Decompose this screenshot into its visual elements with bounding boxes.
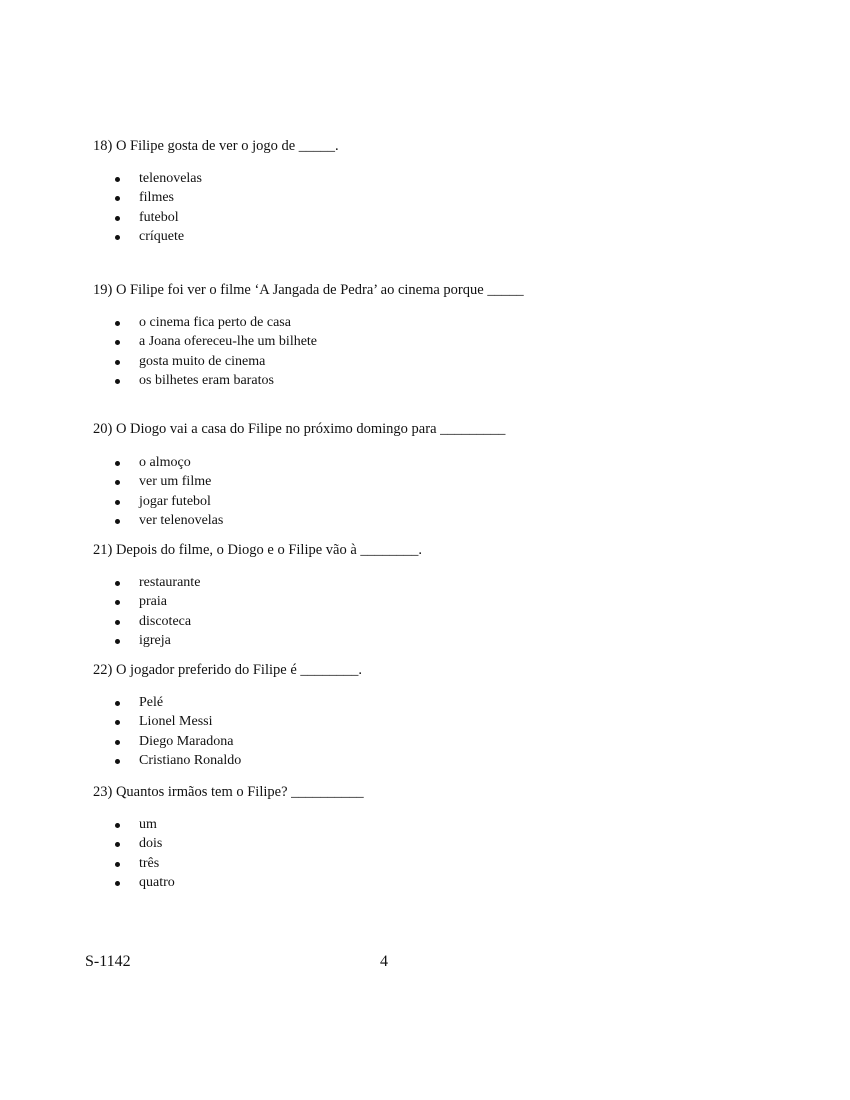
question-text: 18) O Filipe gosta de ver o jogo de _____. bbox=[93, 138, 339, 154]
option-item: a Joana ofereceu-lhe um bilhete bbox=[93, 332, 793, 351]
option-item: quatro bbox=[93, 873, 793, 892]
bullet-icon bbox=[115, 881, 120, 886]
option-item: gosta muito de cinema bbox=[93, 352, 793, 371]
bullet-icon bbox=[115, 600, 120, 605]
option-list bbox=[93, 313, 793, 391]
bullet-icon bbox=[115, 740, 120, 745]
option-item: igreja bbox=[93, 631, 793, 650]
bullet-icon bbox=[115, 321, 120, 326]
question-23 bbox=[93, 783, 793, 893]
bullet-icon bbox=[115, 360, 120, 365]
question-20 bbox=[93, 420, 793, 531]
option-list bbox=[93, 815, 793, 893]
bullet-icon bbox=[115, 196, 120, 201]
option-item: futebol bbox=[93, 208, 793, 227]
option-item: Pelé bbox=[93, 693, 793, 712]
bullet-icon bbox=[115, 842, 120, 847]
option-item: o almoço bbox=[93, 453, 793, 472]
option-item: um bbox=[93, 815, 793, 834]
bullet-icon bbox=[115, 701, 120, 706]
option-item: praia bbox=[93, 592, 793, 611]
option-item: críquete bbox=[93, 227, 793, 246]
bullet-icon bbox=[115, 500, 120, 505]
option-item: telenovelas bbox=[93, 169, 793, 188]
question-text: 23) Quantos irmãos tem o Filipe? __________ bbox=[93, 784, 364, 800]
option-item: discoteca bbox=[93, 612, 793, 631]
bullet-icon bbox=[115, 639, 120, 644]
bullet-icon bbox=[115, 216, 120, 221]
option-item: Cristiano Ronaldo bbox=[93, 751, 793, 770]
option-list bbox=[93, 169, 793, 247]
bullet-icon bbox=[115, 480, 120, 485]
option-item: ver telenovelas bbox=[93, 511, 793, 530]
option-item: jogar futebol bbox=[93, 492, 793, 511]
bullet-icon bbox=[115, 862, 120, 867]
question-21 bbox=[93, 541, 793, 651]
bullet-icon bbox=[115, 519, 120, 524]
question-18 bbox=[93, 137, 793, 247]
option-list bbox=[93, 453, 793, 531]
option-item: ver um filme bbox=[93, 472, 793, 491]
question-text: 21) Depois do filme, o Diogo e o Filipe vão à ________. bbox=[93, 542, 423, 558]
option-item: os bilhetes eram baratos bbox=[93, 371, 793, 390]
option-item: dois bbox=[93, 834, 793, 853]
page-number: 4 bbox=[380, 953, 388, 970]
option-item: Lionel Messi bbox=[93, 712, 793, 731]
option-list bbox=[93, 693, 793, 771]
question-22 bbox=[93, 661, 793, 771]
bullet-icon bbox=[115, 720, 120, 725]
question-text: 20) O Diogo vai a casa do Filipe no próximo domingo para _________ bbox=[93, 421, 506, 437]
question-text: 22) O jogador preferido do Filipe é ________. bbox=[93, 662, 363, 678]
bullet-icon bbox=[115, 177, 120, 182]
option-item: Diego Maradona bbox=[93, 732, 793, 751]
option-item: restaurante bbox=[93, 573, 793, 592]
question-19 bbox=[93, 281, 793, 391]
bullet-icon bbox=[115, 379, 120, 384]
bullet-icon bbox=[115, 581, 120, 586]
option-item: filmes bbox=[93, 188, 793, 207]
option-item: o cinema fica perto de casa bbox=[93, 313, 793, 332]
option-item: três bbox=[93, 854, 793, 873]
document-code: S-1142 bbox=[85, 953, 131, 970]
bullet-icon bbox=[115, 461, 120, 466]
bullet-icon bbox=[115, 759, 120, 764]
question-text: 19) O Filipe foi ver o filme ‘A Jangada de Pedra’ ao cinema porque _____ bbox=[93, 282, 524, 298]
bullet-icon bbox=[115, 235, 120, 240]
option-list bbox=[93, 573, 793, 651]
bullet-icon bbox=[115, 620, 120, 625]
bullet-icon bbox=[115, 823, 120, 828]
bullet-icon bbox=[115, 340, 120, 345]
